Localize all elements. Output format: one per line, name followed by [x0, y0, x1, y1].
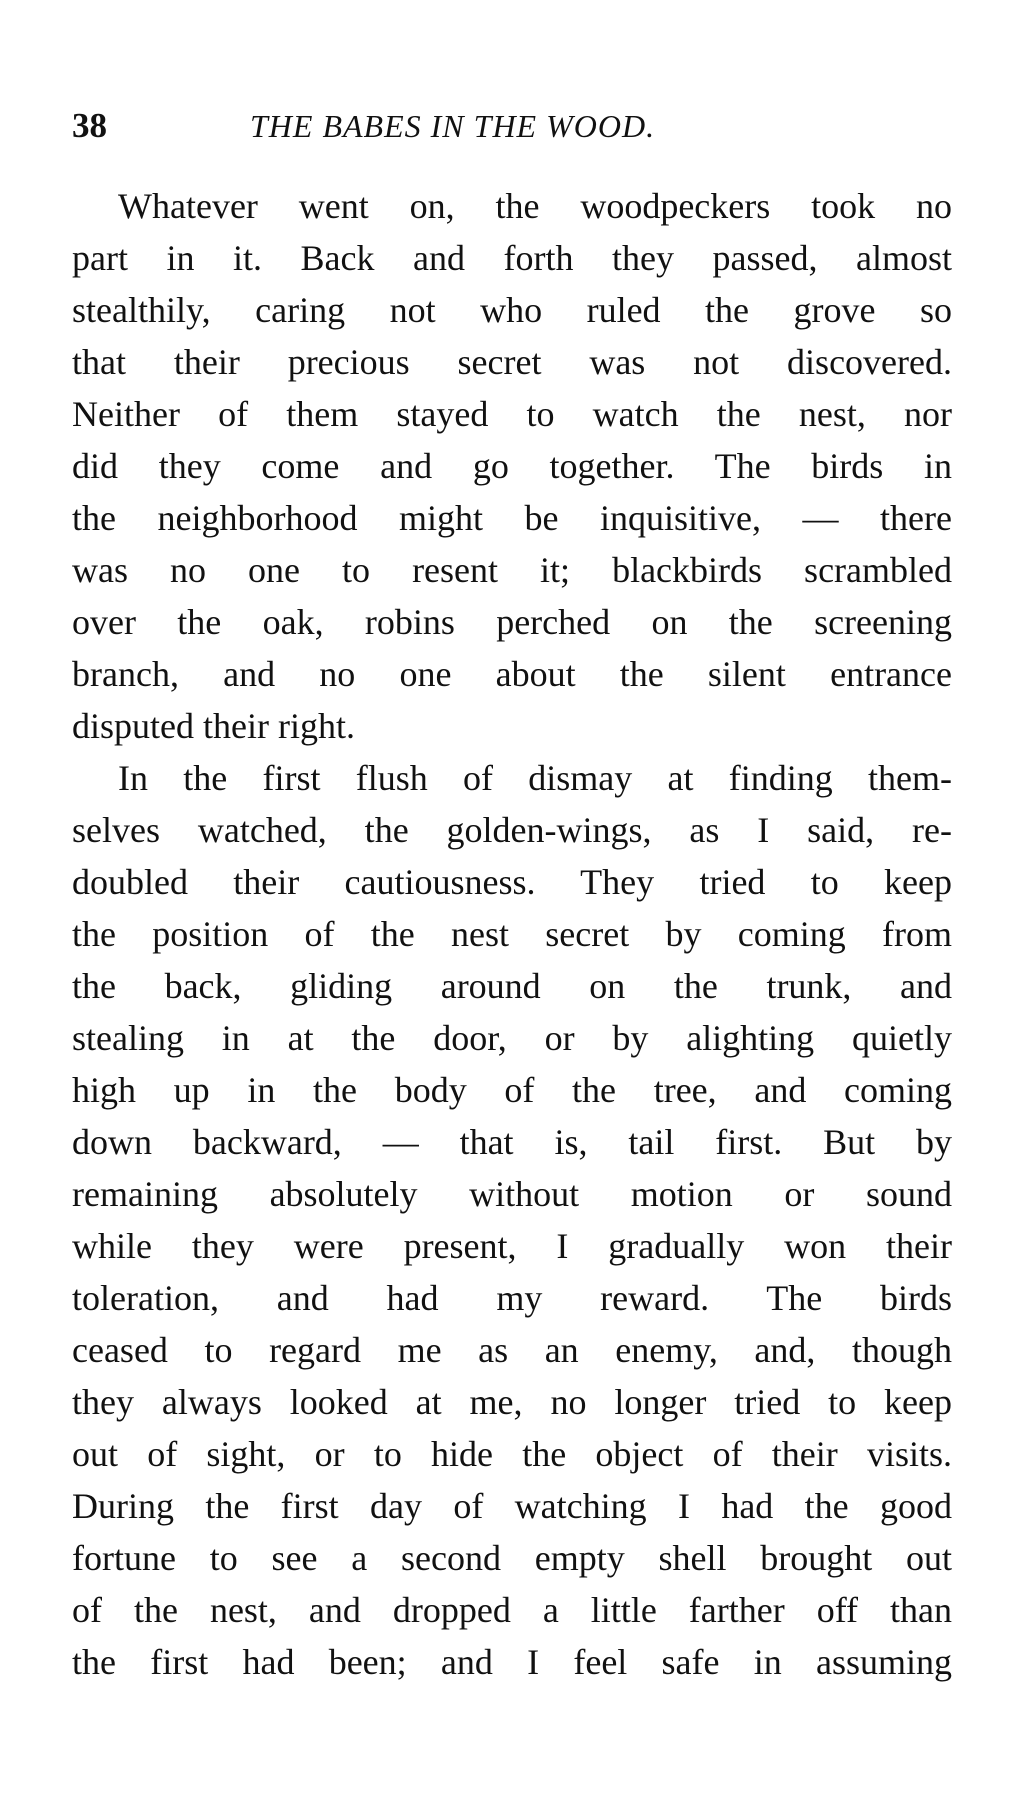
page-number: 38	[72, 106, 107, 145]
paragraph-1-line-10: branch, and no one about the silent entrance	[72, 654, 952, 694]
paragraph-2-line-3: doubled their cautiousness. They tried to keep	[72, 862, 952, 902]
paragraph-1-line-8: was no one to resent it; blackbirds scrambled	[72, 550, 952, 590]
paragraph-2-line-14: out of sight, or to hide the object of their visits.	[72, 1434, 952, 1474]
paragraph-1-line-2: part in it. Back and forth they passed, almost	[72, 238, 952, 278]
paragraph-1-line-4: that their precious secret was not discovered.	[72, 342, 952, 382]
paragraph-1-line-3: stealthily, caring not who ruled the grove so	[72, 290, 952, 330]
paragraph-2-line-1: In the first flush of dismay at finding them-	[118, 758, 952, 798]
paragraph-2-line-5: the back, gliding around on the trunk, and	[72, 966, 952, 1006]
paragraph-2-line-13: they always looked at me, no longer tried to keep	[72, 1382, 952, 1422]
paragraph-2-line-18: the first had been; and I feel safe in assuming	[72, 1642, 952, 1682]
paragraph-2-line-10: while they were present, I gradually won their	[72, 1226, 952, 1266]
paragraph-2-line-8: down backward, — that is, tail first. But by	[72, 1122, 952, 1162]
paragraph-2-line-2: selves watched, the golden-wings, as I said, re-	[72, 810, 952, 850]
paragraph-2-line-12: ceased to regard me as an enemy, and, though	[72, 1330, 952, 1370]
paragraph-1-line-7: the neighborhood might be inquisitive, — there	[72, 498, 952, 538]
paragraph-1-line-6: did they come and go together. The birds in	[72, 446, 952, 486]
paragraph-2-line-4: the position of the nest secret by coming from	[72, 914, 952, 954]
paragraph-1-line-11: disputed their right.	[72, 706, 355, 746]
paragraph-2-line-6: stealing in at the door, or by alighting quietly	[72, 1018, 952, 1058]
running-head	[72, 104, 952, 148]
paragraph-2-line-9: remaining absolutely without motion or sound	[72, 1174, 952, 1214]
body-text	[72, 180, 952, 1688]
paragraph-1-line-1: Whatever went on, the woodpeckers took no	[118, 186, 952, 226]
paragraph-2-line-16: fortune to see a second empty shell brought out	[72, 1538, 952, 1578]
paragraph-1-line-9: over the oak, robins perched on the screening	[72, 602, 952, 642]
paragraph-2-line-7: high up in the body of the tree, and coming	[72, 1070, 952, 1110]
paragraph-1-line-5: Neither of them stayed to watch the nest, nor	[72, 394, 952, 434]
running-title: THE BABES IN THE WOOD.	[250, 108, 656, 144]
paragraph-2-line-17: of the nest, and dropped a little farther off than	[72, 1590, 952, 1630]
paragraph-2-line-15: During the first day of watching I had the good	[72, 1486, 952, 1526]
paragraph-2-line-11: toleration, and had my reward. The birds	[72, 1278, 952, 1318]
